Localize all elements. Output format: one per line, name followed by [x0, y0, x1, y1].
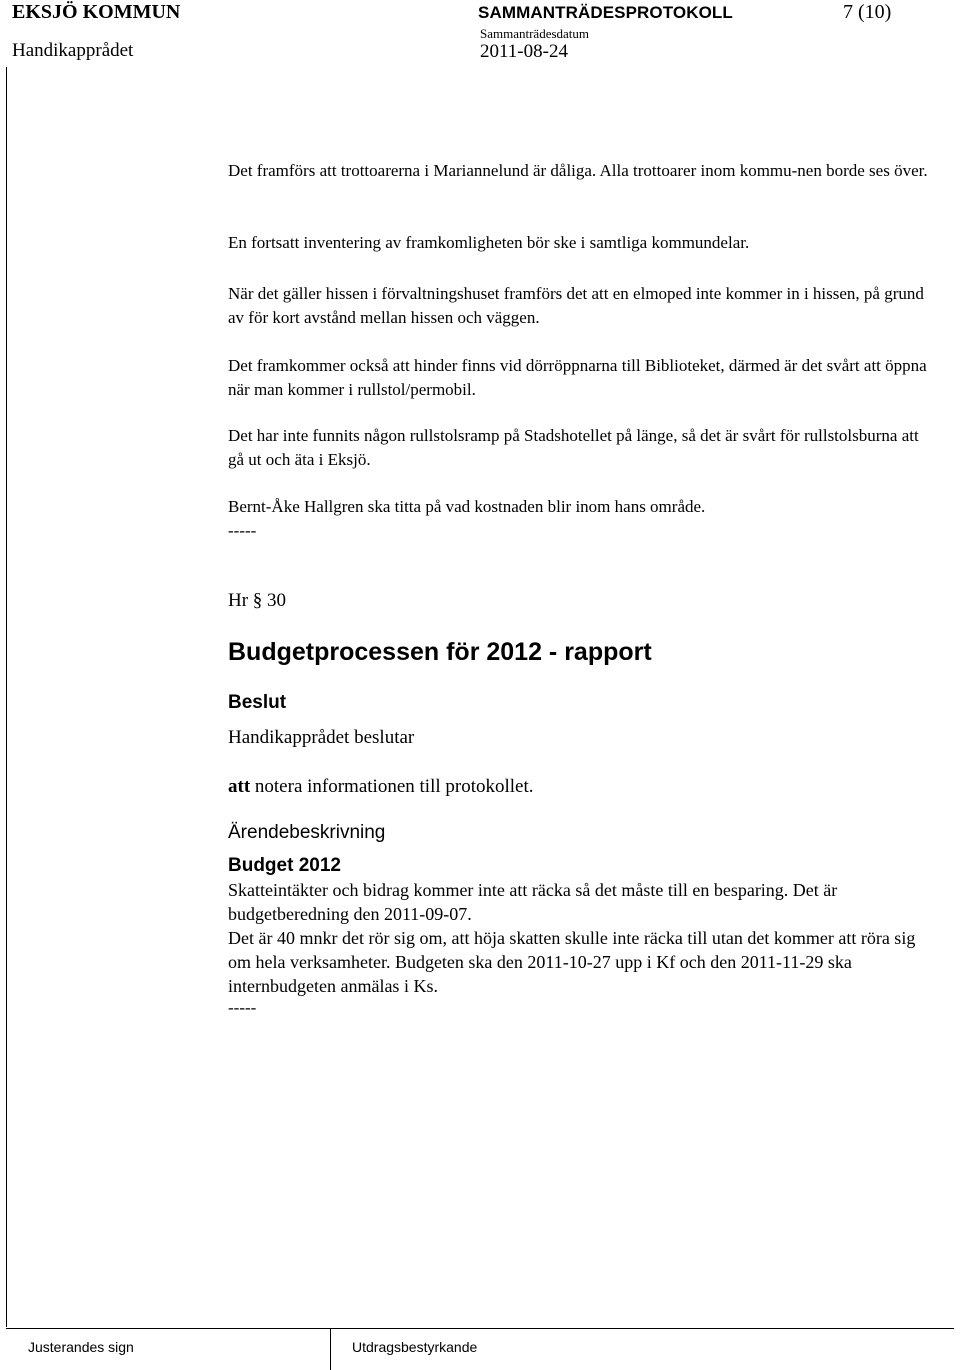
att-keyword: att — [228, 776, 251, 797]
page-number: 7 (10) — [843, 1, 892, 23]
decision-statement-text: notera informationen till protokollet. — [250, 776, 534, 797]
organization-name: EKSJÖ KOMMUN — [12, 1, 181, 23]
decision-text: Handikapprådet beslutar — [228, 727, 415, 748]
paragraph-elevator: När det gäller hissen i förvaltningshuset framförs det att en elmoped inte kommer in i hissen, på grund av för kort avstånd mellan hissen och väggen. — [228, 284, 924, 327]
section-separator-end: ----- — [228, 998, 257, 1017]
section-title: Budgetprocessen för 2012 - rapport — [228, 638, 652, 666]
document-title: SAMMANTRÄDESPROTOKOLL — [478, 3, 733, 22]
section-separator: ----- — [228, 521, 257, 540]
paragraph-inventory: En fortsatt inventering av framkomligheten bör ske i samtliga kommundelar. — [228, 233, 750, 252]
decision-heading: Beslut — [228, 692, 287, 713]
section-reference: Hr § 30 — [228, 590, 287, 611]
footer-divider — [330, 1328, 331, 1370]
paragraph-wheelchair-ramp: Det har inte funnits någon rullstolsramp på Stadshotellet på länge, så det är svårt för rullstolsburna att gå ut och äta i Eksjö. — [228, 426, 919, 469]
paragraph-sidewalks: Det framförs att trottoarerna i Mariannelund är dåliga. Alla trottoarer inom kommu-nen borde ses över. — [228, 161, 928, 180]
footer-rule — [6, 1328, 954, 1329]
committee-name: Handikapprådet — [12, 40, 134, 61]
budget-paragraph-2: Det är 40 mnkr det rör sig om, att höja skatten skulle inte räcka till utan det kommer att röra sig om hela verksamheter. Budgeten ska den 2011-10-27 upp i Kf och den 2011-11-29 ska internbudgeten anmälas i Ks. — [228, 928, 916, 996]
budget-paragraph-1: Skatteintäkter och bidrag kommer inte att räcka så det måste till en besparing. Det är budgetberedning den 2011-09-07. — [228, 880, 838, 924]
meeting-date: 2011-08-24 — [480, 41, 568, 62]
meeting-date-label: Sammanträdesdatum — [480, 26, 590, 41]
decision-statement — [228, 776, 534, 798]
case-description-heading: Ärendebeskrivning — [228, 822, 386, 843]
paragraph-cost-check: Bernt-Åke Hallgren ska titta på vad kostnaden blir inom hans område. — [228, 497, 706, 516]
signature-label: Justerandes sign — [28, 1339, 134, 1355]
paragraph-library-doors: Det framkommer också att hinder finns vid dörröppnarna till Biblioteket, därmed är det svårt att öppna när man kommer i rullstol/permobil. — [228, 356, 927, 399]
budget-heading: Budget 2012 — [228, 855, 341, 876]
extract-verification-label: Utdragsbestyrkande — [352, 1339, 478, 1355]
left-margin-rule — [6, 67, 7, 1327]
